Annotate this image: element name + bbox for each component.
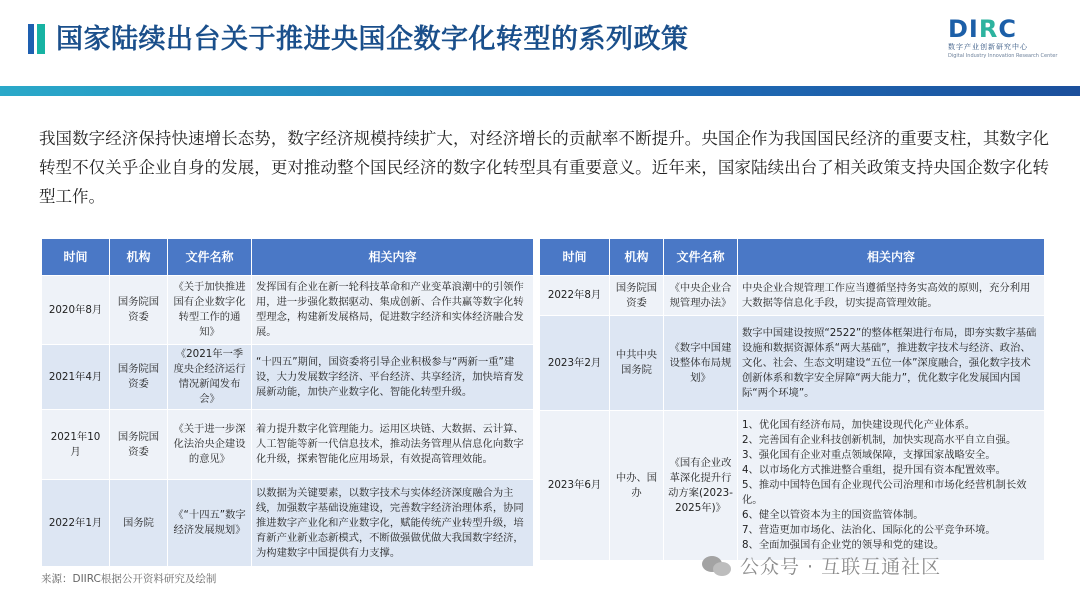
row-time: 2023年2月: [540, 316, 610, 411]
row-time: 2022年1月: [42, 480, 110, 567]
row-content: 数字中国建设按照“2522”的整体框架进行布局，即夯实数字基础设施和数据资源体系“两大基础”，推进数字技术与经济、政治、文化、社会、生态文明建设“五位一体”深度融合，强化数字技术创新体系和数字安全屏障“两大能力”，优化数字化发展国内国际“两个环境”。: [738, 316, 1045, 411]
table-row: [540, 316, 1045, 411]
table-row: [42, 410, 534, 480]
row-content: 发挥国有企业在新一轮科技革命和产业变革浪潮中的引领作用，进一步强化数据驱动、集成创新、合作共赢等数字化转型理念，构建新发展格局，促进数字经济和实体经济融合发展。: [252, 276, 534, 345]
row-doc: 《数字中国建设整体布局规划》: [664, 316, 738, 411]
row-content: 中央企业合规管理工作应当遵循坚持务实高效的原则，充分利用大数据等信息化手段，切实提高管理效能。: [738, 276, 1045, 316]
row-org: 中共中央国务院: [610, 316, 664, 411]
column-header-content: 相关内容: [738, 239, 1045, 276]
row-doc: 《关于加快推进国有企业数字化转型工作的通知》: [168, 276, 252, 345]
logo-subtitle: 数字产业创新研究中心: [948, 43, 1028, 51]
row-content: 以数据为关键要素，以数字技术与实体经济深度融合为主线，加强数字基础设施建设，完善数字经济治理体系，协同推进数字产业化和产业数字化，赋能传统产业转型升级，培育新产业新业态新模式，不断做强做优做大我国数字经济，为构建数字中国提供有力支撑。: [252, 480, 534, 567]
source-note: 来源：DIIRC根据公开资料研究及绘制: [41, 573, 217, 585]
row-time: 2020年8月: [42, 276, 110, 345]
policy-table-right: [539, 238, 1045, 561]
watermark-text: 公众号 · 互联互通社区: [740, 556, 942, 578]
column-header-content: 相关内容: [252, 239, 534, 276]
row-doc: 《“十四五”数字经济发展规划》: [168, 480, 252, 567]
column-header-time: 时间: [540, 239, 610, 276]
row-time: 2022年8月: [540, 276, 610, 316]
intro-paragraph: 我国数字经济保持快速增长态势，数字经济规模持续扩大，对经济增长的贡献率不断提升。央国企作为我国国民经济的重要支柱，其数字化转型不仅关乎企业自身的发展，更对推动整个国民经济的数字化转型具有重要意义。近年来，国家陆续出台了相关政策支持央国企数字化转型工作。: [39, 129, 1049, 206]
list-item: 7、营造更加市场化、法治化、国际化的公平竞争环境。: [742, 524, 996, 536]
list-item: 2、完善国有企业科技创新机制，加快实现高水平自立自强。: [742, 434, 1017, 446]
row-time: 2021年10月: [42, 410, 110, 480]
list-item: 4、以市场化方式推进整合重组，提升国有资本配置效率。: [742, 464, 1006, 476]
row-doc: 《关于进一步深化法治央企建设的意见》: [168, 410, 252, 480]
list-item: 1、优化国有经济布局，加快建设现代化产业体系。: [742, 419, 976, 431]
wechat-icon: [702, 554, 732, 578]
list-item: 8、全面加强国有企业党的领导和党的建设。: [742, 539, 945, 551]
column-header-org: 机构: [110, 239, 168, 276]
title-accent-bar: [37, 24, 45, 54]
table-row: [42, 345, 534, 410]
list-item: 6、健全以管资本为主的国资监管体制。: [742, 509, 924, 521]
column-header-time: 时间: [42, 239, 110, 276]
row-org: 国务院国资委: [110, 276, 168, 345]
table-row: [42, 480, 534, 567]
row-org: 国务院国资委: [110, 410, 168, 480]
logo-mark: DIRC: [948, 15, 1017, 43]
row-content: [738, 411, 1045, 561]
row-time: 2021年4月: [42, 345, 110, 410]
column-header-org: 机构: [610, 239, 664, 276]
list-item: 3、强化国有企业对重点领域保障，支撑国家战略安全。: [742, 449, 996, 461]
row-org: 国务院国资委: [110, 345, 168, 410]
column-header-doc: 文件名称: [664, 239, 738, 276]
row-time: 2023年6月: [540, 411, 610, 561]
row-doc: 《国有企业改革深化提升行动方案(2023-2025年)》: [664, 411, 738, 561]
logo-subtitle-en: Digital Industry Innovation Research Center: [948, 53, 1058, 59]
watermark: [702, 552, 941, 579]
row-doc: 《2021年一季度央企经济运行情况新闻发布会》: [168, 345, 252, 410]
logo: [948, 16, 1058, 66]
header: [0, 0, 1080, 86]
policy-table-left: [41, 238, 534, 567]
column-header-doc: 文件名称: [168, 239, 252, 276]
table-row: [42, 276, 534, 345]
row-org: 国务院: [110, 480, 168, 567]
content-list: [742, 418, 1040, 553]
header-band: [0, 86, 1080, 96]
table-row: [540, 276, 1045, 316]
list-item: 5、推动中国特色国有企业现代公司治理和市场化经营机制长效化。: [742, 479, 1027, 506]
row-content: “十四五”期间，国资委将引导企业积极参与“两新一重”建设，大力发展数字经济、平台经济、共享经济，加快培育发展新动能，加快产业数字化、智能化转型升级。: [252, 345, 534, 410]
page-title: 国家陆续出台关于推进央国企数字化转型的系列政策: [56, 24, 689, 55]
row-content: 着力提升数字化管理能力。运用区块链、大数据、云计算、人工智能等新一代信息技术，推动法务管理从信息化向数字化升级，探索智能化应用场景，有效提高管理效能。: [252, 410, 534, 480]
row-org: 国务院国资委: [610, 276, 664, 316]
row-doc: 《中央企业合规管理办法》: [664, 276, 738, 316]
table-row: [540, 411, 1045, 561]
row-org: 中办、国办: [610, 411, 664, 561]
